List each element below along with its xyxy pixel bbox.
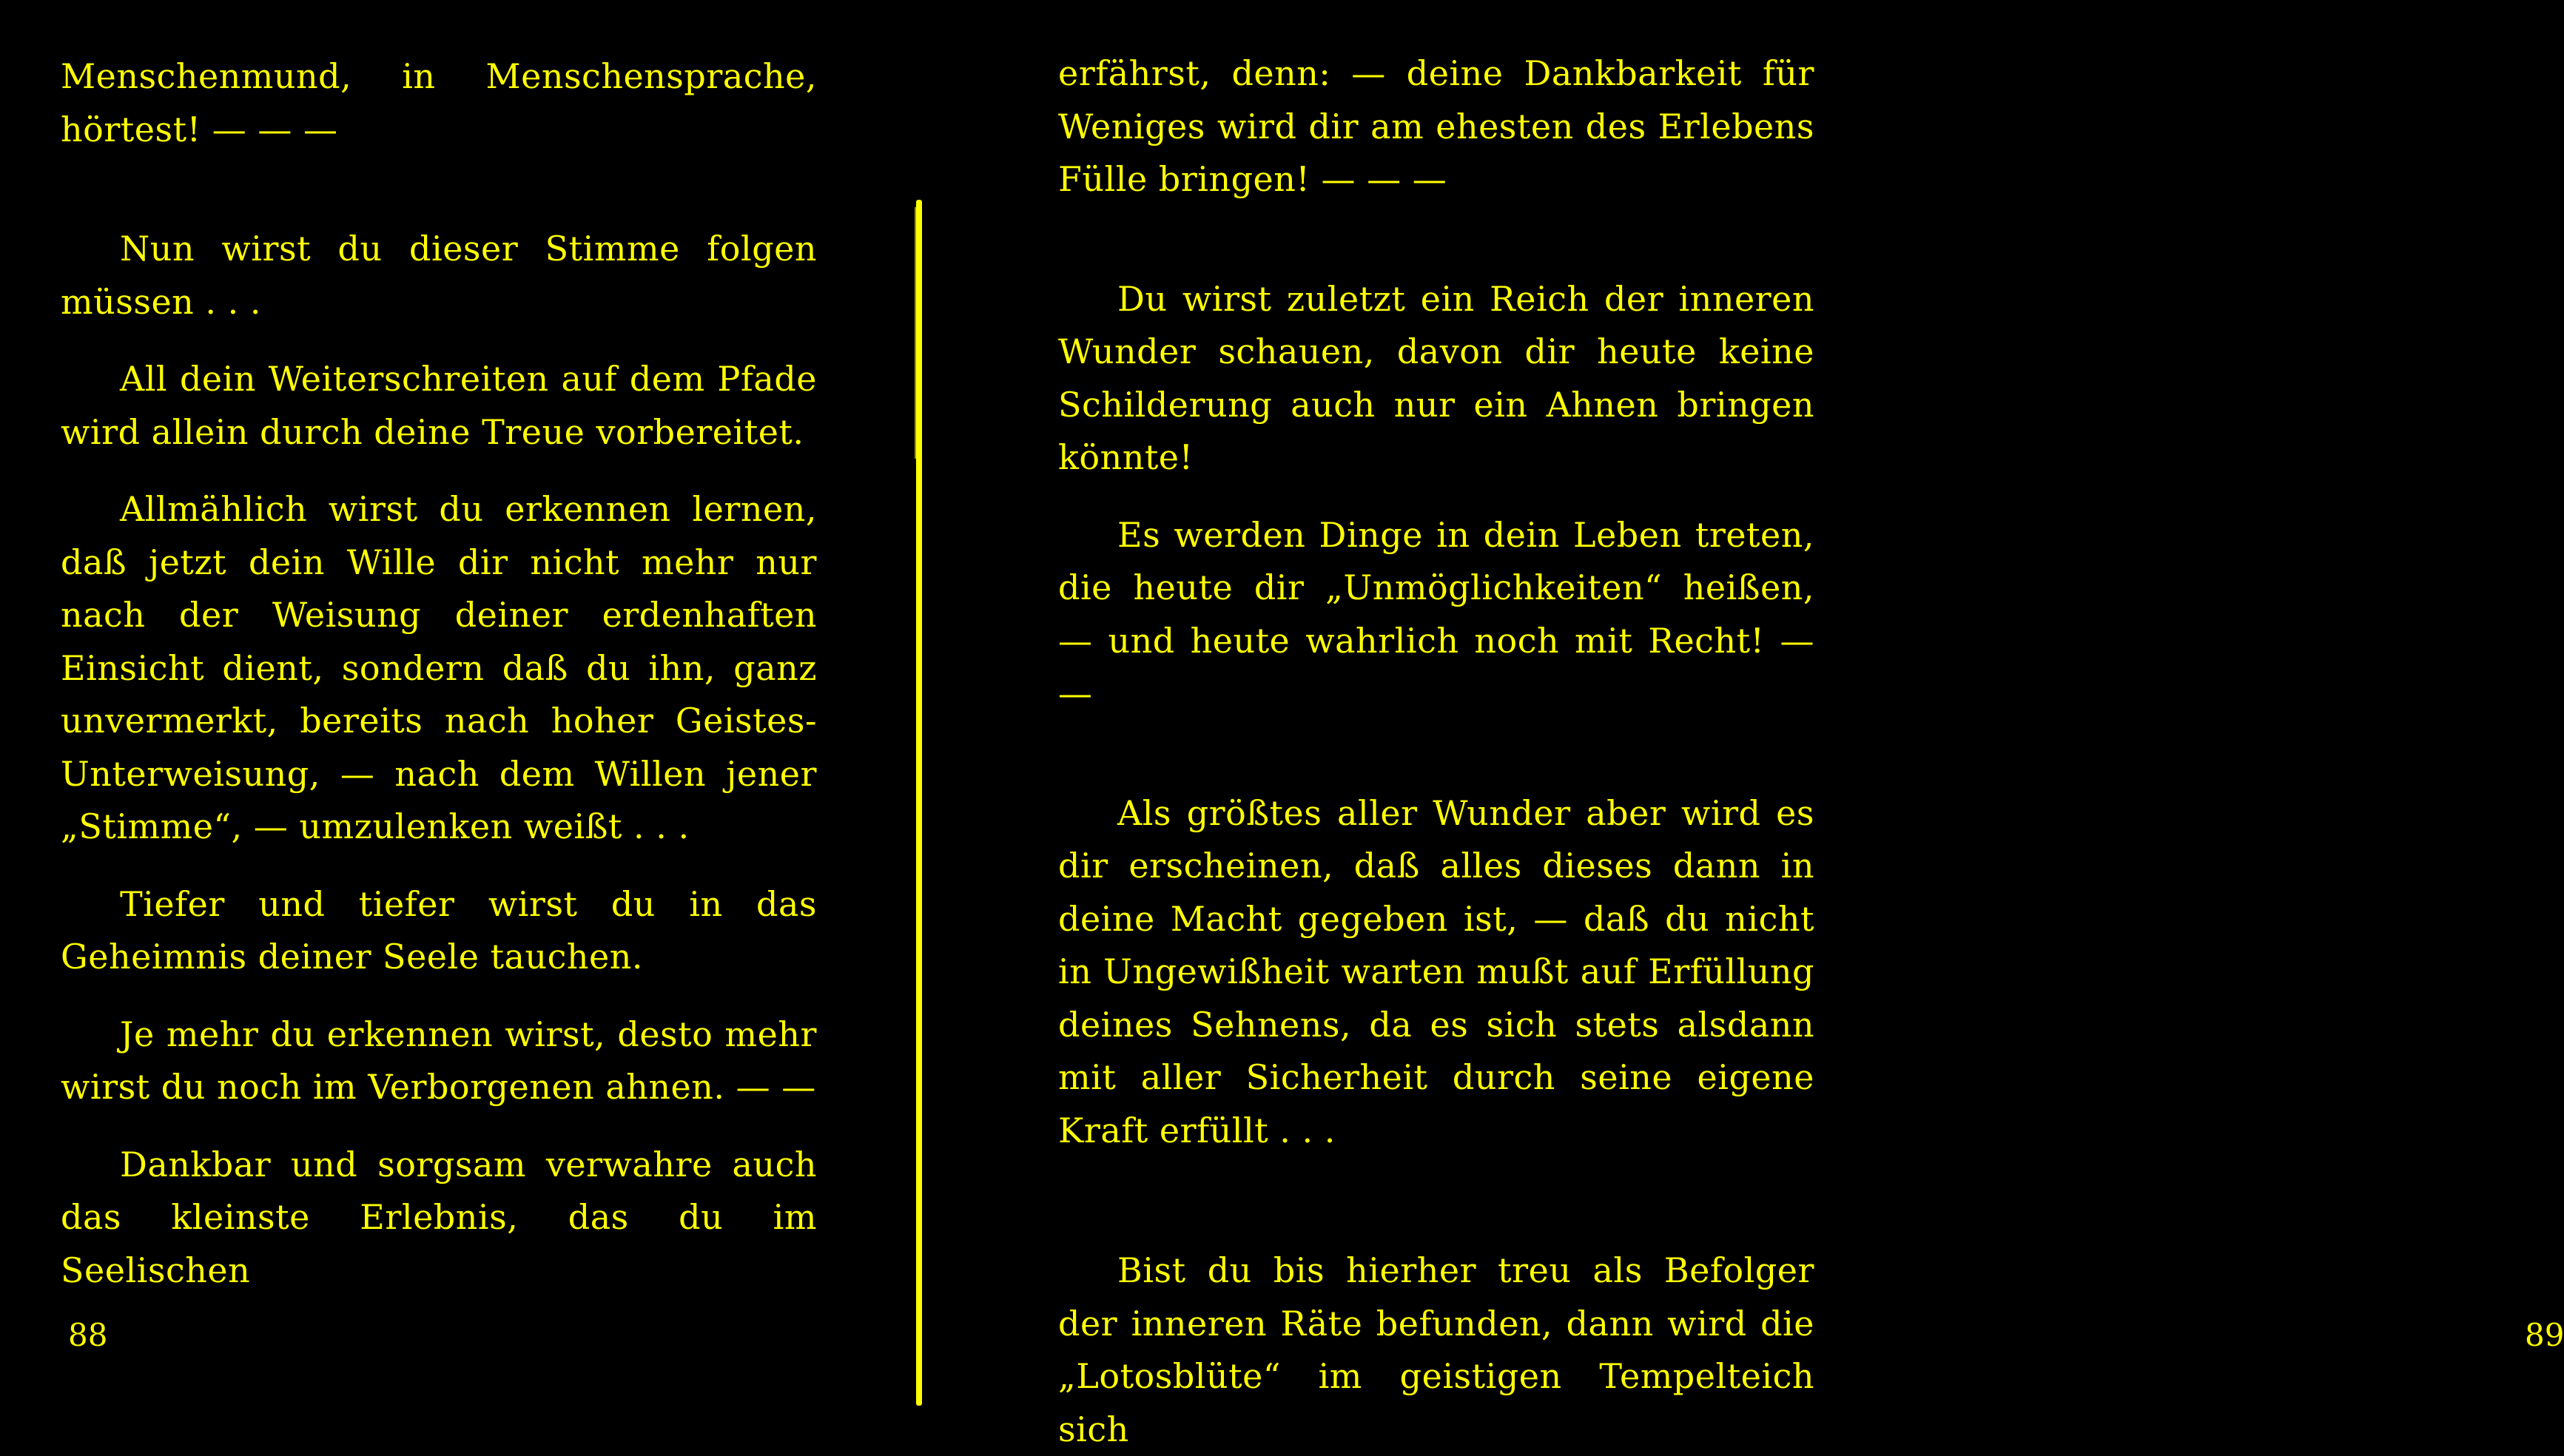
paragraph: Nun wirst du dieser Stimme folgen müssen . . . bbox=[61, 229, 817, 322]
paragraph: Es werden Dinge in dein Leben treten, die heute dir „Unmöglichkeiten“ heißen, — und heute wahrlich noch mit Recht! — — bbox=[1058, 514, 1814, 713]
paragraph: Bist du bis hierher treu als Befolger der inneren Räte befunden, dann wird die „Lotosblüte“ im geistigen Tempelteich sich bbox=[1058, 1250, 1814, 1449]
paragraph: All dein Weiterschreiten auf dem Pfade wird allein durch deine Treue vorbereitet. bbox=[61, 359, 817, 452]
right-page bbox=[934, 0, 2564, 1449]
paragraph: Menschenmund, in Menschensprache, hörtest! — — — bbox=[61, 56, 817, 149]
page-number: 88 bbox=[68, 1317, 108, 1353]
paragraph: Als größtes aller Wunder aber wird es dir erscheinen, daß alles dieses dann in deine Macht gegeben ist, — daß du nicht in Ungewißheit warten mußt auf Erfüllung deines Sehnens, da es sich stets alsdann mit aller Sicherheit durch seine eigene Kraft erfüllt . . . bbox=[1058, 792, 1814, 1150]
page-number: 89 bbox=[2525, 1317, 2564, 1353]
gutter-fold-shadow bbox=[915, 207, 916, 459]
paragraph: erfährst, denn: — deine Dankbarkeit für Weniges wird dir am ehesten des Erlebens Fülle bringen! — — — bbox=[1058, 53, 1814, 199]
left-page-text bbox=[61, 50, 817, 1297]
left-page bbox=[0, 0, 925, 1406]
paragraph: Allmählich wirst du erkennen lernen, daß jetzt dein Wille dir nicht mehr nur nach der Weisung deiner erdenhaften Einsicht dient, sondern daß du ihn, ganz unvermerkt, bereits nach hoher Geistes-Unterweisung, — nach dem Willen jener „Stimme“, — umzulenken weißt . . . bbox=[61, 489, 817, 846]
right-page-text bbox=[1058, 47, 1814, 1456]
gutter-fold-line bbox=[916, 200, 922, 1406]
paragraph: Je mehr du erkennen wirst, desto mehr wirst du noch im Verborgenen ahnen. — — bbox=[61, 1014, 817, 1107]
paragraph: Dankbar und sorgsam verwahre auch das kleinste Erlebnis, das du im Seelischen bbox=[61, 1144, 817, 1290]
paragraph: Du wirst zuletzt ein Reich der inneren Wunder schauen, davon dir heute keine Schilderung auch nur ein Ahnen bringen könnte! bbox=[1058, 278, 1814, 477]
paragraph: Tiefer und tiefer wirst du in das Geheimnis deiner Seele tauchen. bbox=[61, 883, 817, 977]
